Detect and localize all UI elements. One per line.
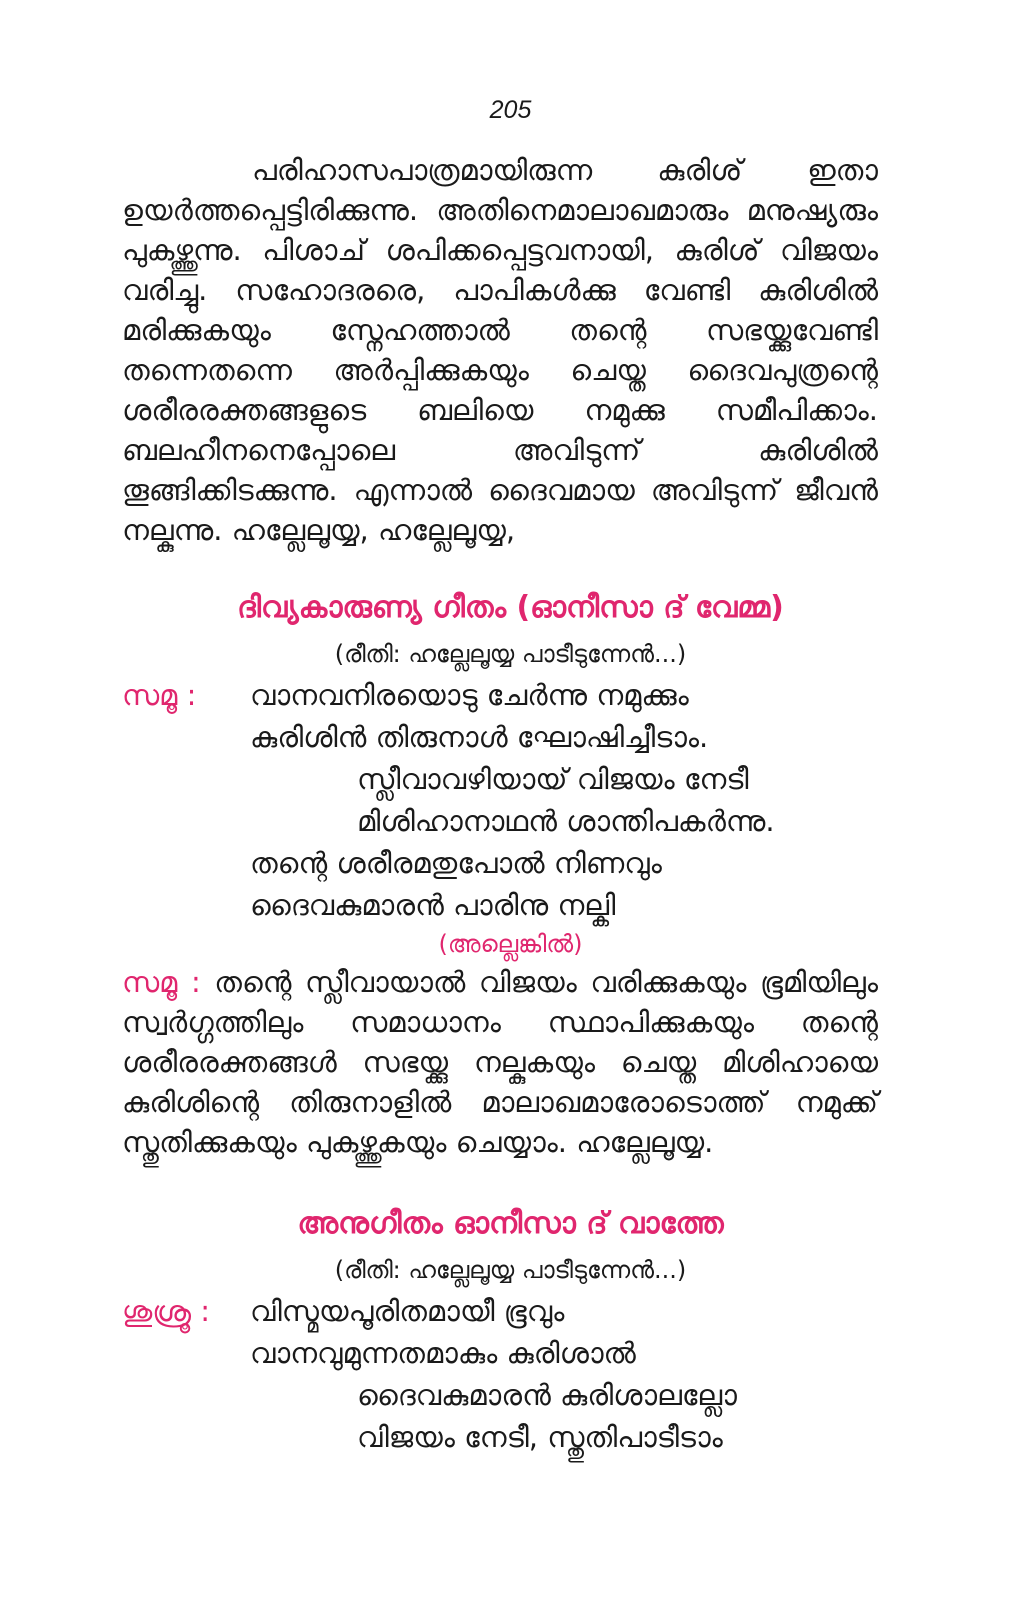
hymn1-speaker: സമൂ : bbox=[122, 678, 197, 712]
hymn1-tune: (രീതി: ഹല്ലേലൂയ്യ പാടീടുന്നേൻ...) bbox=[334, 640, 687, 668]
hymn2-line: വിജയം നേടീ, സ്തുതിപാടീടാം bbox=[357, 1420, 723, 1454]
hymn1-line: മിശിഹാനാഥൻ ശാന്തിപകർന്നു. bbox=[357, 804, 775, 838]
alternative-paragraph bbox=[122, 962, 878, 1162]
page-number: 205 bbox=[489, 96, 532, 124]
hymn1-title: ദിവ്യകാരുണ്യ ഗീതം (ഓനീസാ ദ് വേമ്മ) bbox=[237, 590, 784, 625]
hymn1-line: ദൈവകുമാരൻ പാരിനു നല്കി bbox=[250, 888, 616, 922]
hymn2-tune: (രീതി: ഹല്ലേലൂയ്യ പാടീടുന്നേൻ...) bbox=[334, 1256, 687, 1284]
alternative-speaker: സമൂ : bbox=[122, 965, 201, 999]
hymn1-line: തന്റെ ശരീരമതുപോൽ നിണവും bbox=[250, 846, 662, 880]
alternative-label: (അല്ലെങ്കിൽ) bbox=[438, 930, 583, 958]
hymn2-line: ദൈവകുമാരൻ കുരിശാലല്ലോ bbox=[357, 1378, 737, 1412]
hymn2-line: വിസ്മയപൂരിതമായീ ഭൂവും bbox=[250, 1294, 565, 1328]
hymn2-speaker: ശുശ്രൂ : bbox=[122, 1294, 211, 1328]
hymn2-line: വാനവുമുന്നതമാകും കുരിശാൽ bbox=[250, 1336, 636, 1370]
hymn1-line: സ്ലീവാവഴിയായ് വിജയം നേടീ bbox=[357, 762, 749, 796]
alternative-text: തന്റെ സ്ലീവായാൽ വിജയം വരിക്കുകയും ഭൂമിയിലും സ്വർഗ്ഗത്തിലും സമാധാനം സ്ഥാപിക്കുകയും തന്റെ ശരീരരക്തങ്ങൾ സഭയ്ക്കു നല്കുകയും ചെയ്ത മിശിഹായെ കുരിശിന്റെ തിരുനാളിൽ മാലാഖമാരോടൊത്ത് നമുക്ക് സ്തുതിക്കുകയും പുകഴ്ത്തുകയും ചെയ്യാം. ഹല്ലേലൂയ്യ. bbox=[122, 965, 878, 1159]
hymn1-line: കുരിശിൻ തിരുനാൾ ഘോഷിച്ചീടാം. bbox=[250, 720, 709, 754]
hymn2-title: അനുഗീതം ഓനീസാ ദ് വാത്തേ bbox=[297, 1206, 724, 1241]
opening-paragraph: പരിഹാസപാത്രമായിരുന്ന കുരിശ് ഇതാ ഉയർത്തപ്പെട്ടിരിക്കുന്നു. അതിനെമാലാഖമാരും മനുഷ്യരും പുകഴ്ത്തുന്നു. പിശാച് ശപിക്കപ്പെട്ടവനായി, കുരിശ് വിജയം വരിച്ചു. സഹോദരരെ, പാപികൾക്കു വേണ്ടി കുരിശിൽ മരിക്കുകയും സ്നേഹത്താൽ തന്റെ സഭയ്ക്കുവേണ്ടി തന്നെതന്നെ അർപ്പിക്കുകയും ചെയ്ത ദൈവപുത്രന്റെ ശരീരരക്തങ്ങളുടെ ബലിയെ നമുക്കു സമീപിക്കാം. ബലഹീനനെപ്പോലെ അവിടുന്ന് കുരിശിൽ തൂങ്ങിക്കിടക്കുന്നു. എന്നാൽ ദൈവമായ അവിടുന്ന് ജീവൻ നല്കുന്നു. ഹല്ലേലൂയ്യ, ഹല്ലേലൂയ്യ, bbox=[122, 153, 878, 547]
hymn1-line: വാനവനിരയൊടു ചേർന്നു നമുക്കും bbox=[250, 678, 689, 712]
